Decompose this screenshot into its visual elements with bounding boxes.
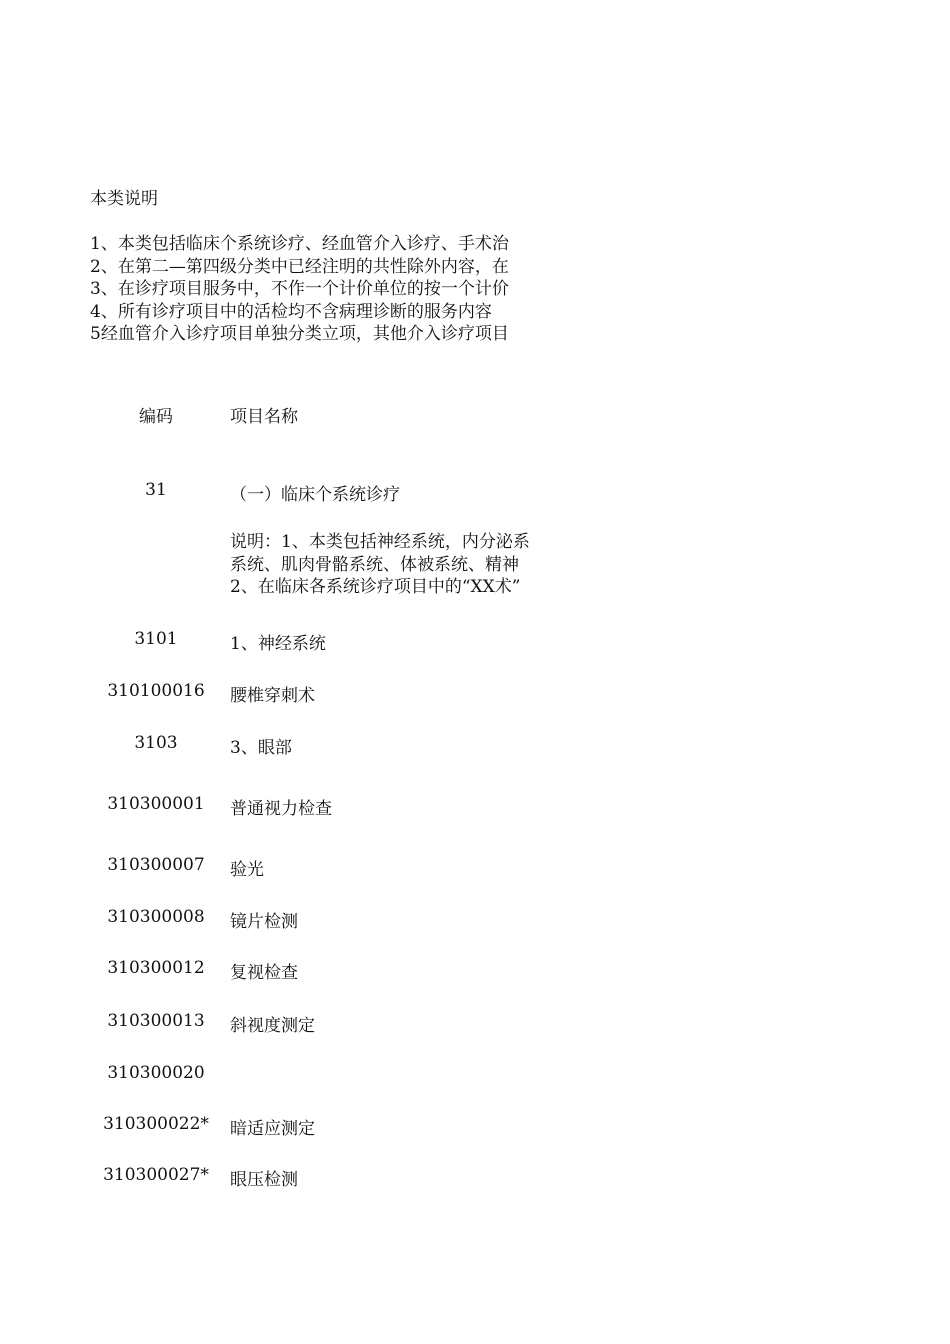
category-code: 31 [145,480,167,500]
description-line: 系统、肌肉骨骼系统、体被系统、精神 [230,554,519,575]
row-code: 310300008 [107,907,205,927]
category-name: （一）临床个系统诊疗 [230,485,400,505]
row-code: 310100016 [107,681,205,701]
row-code: 3101 [134,629,178,649]
row-name: 镜片检测 [230,912,298,932]
row-code: 310300022* [103,1114,209,1134]
row-code: 3103 [134,733,178,753]
row-name: 暗适应测定 [230,1119,315,1139]
row-code: 310300012 [107,958,205,978]
notes-block [90,233,553,346]
note-line: 2、在第二—第四级分类中已经注明的共性除外内容，在 [90,256,509,277]
row-name: 3、眼部 [230,738,292,758]
section-title: 本类说明 [90,189,158,209]
row-name: 腰椎穿刺术 [230,686,315,706]
description-line: 说明：1、本类包括神经系统，内分泌系 [230,532,530,552]
note-line: 4、所有诊疗项目中的活检均不含病理诊断的服务内容 [90,301,492,322]
category-description [230,531,553,599]
row-code: 310300001 [107,794,205,814]
column-header-code: 编码 [139,407,173,427]
description-line: 2、在临床各系统诊疗项目中的“XX术” [230,577,521,597]
note-line: 3、在诊疗项目服务中，不作一个计价单位的按一个计价 [90,279,509,299]
row-name: 1、神经系统 [230,634,326,654]
row-code: 310300027* [103,1165,209,1185]
row-code: 310300020 [107,1063,205,1083]
row-code: 310300007 [107,855,205,875]
column-header-name: 项目名称 [230,407,298,427]
row-code: 310300013 [107,1011,205,1031]
row-name: 验光 [230,860,264,880]
row-name: 眼压检测 [230,1170,298,1190]
row-name: 斜视度测定 [230,1016,315,1036]
row-name: 普通视力检查 [230,799,332,819]
row-name: 复视检查 [230,963,298,983]
note-line: 5经血管介入诊疗项目单独分类立项，其他介入诊疗项目 [90,324,509,344]
note-line: 1、本类包括临床个系统诊疗、经血管介入诊疗、手术治 [90,234,509,254]
